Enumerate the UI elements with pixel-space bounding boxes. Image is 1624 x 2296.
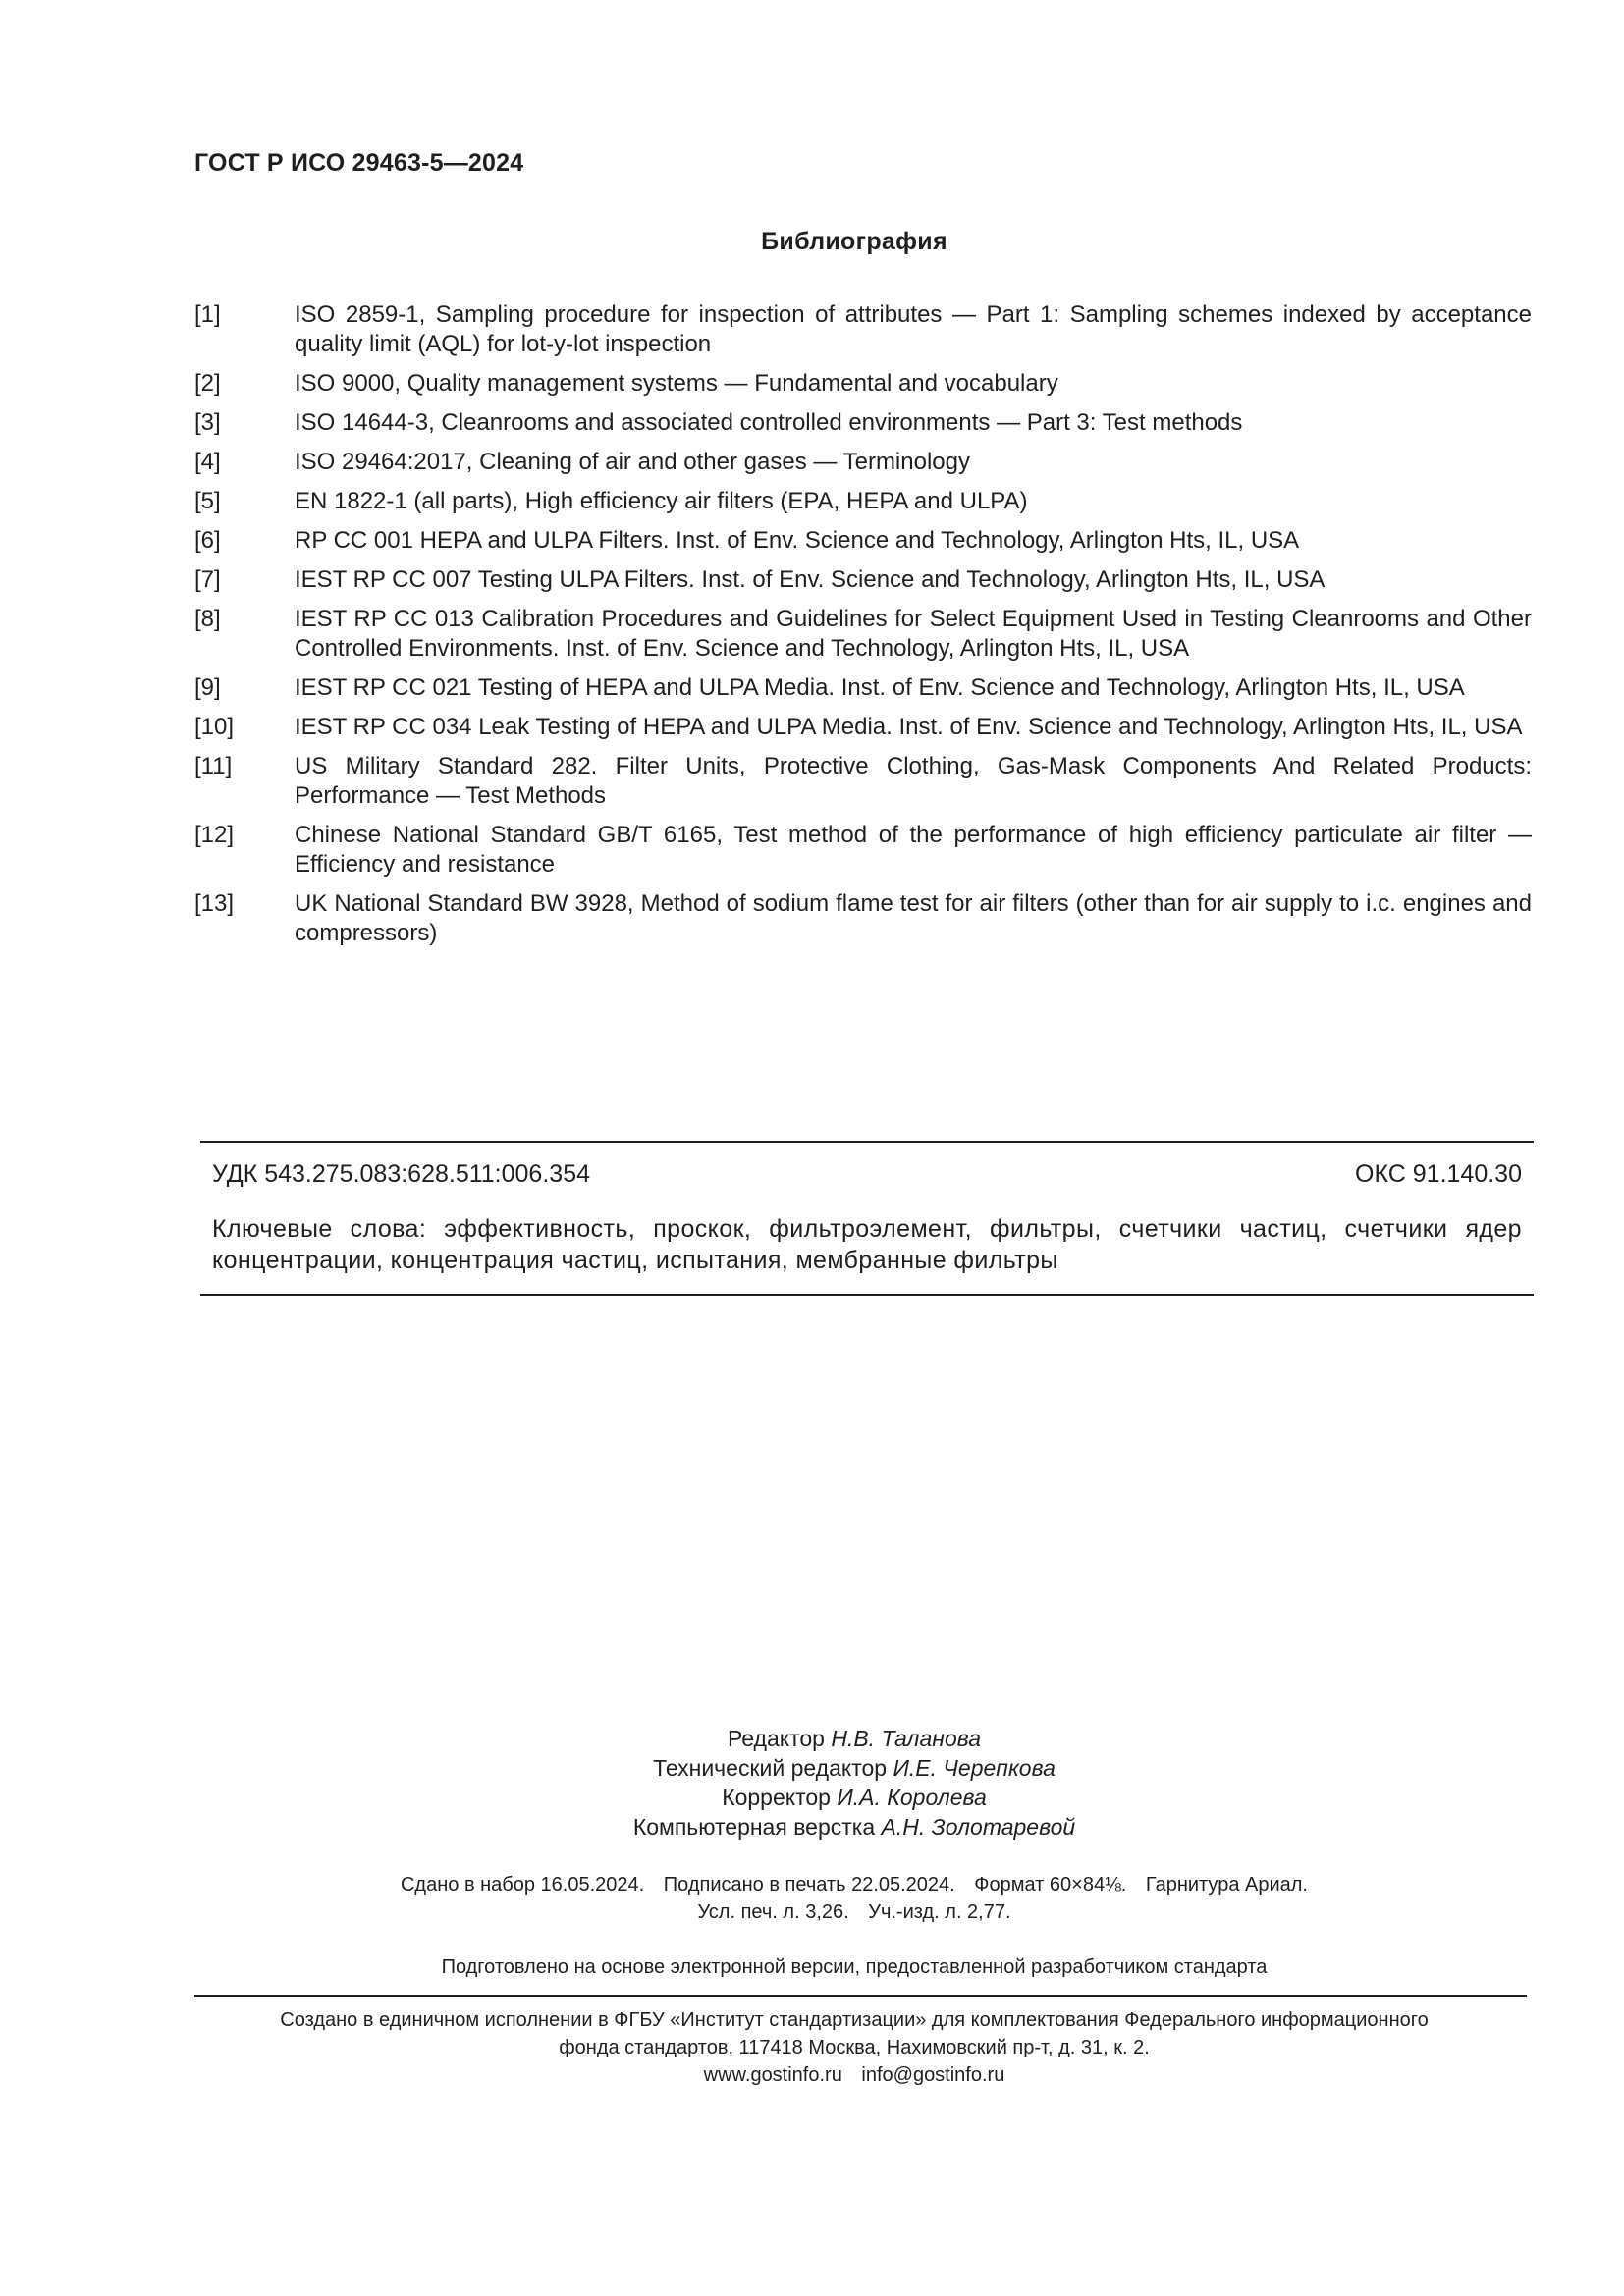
credit-tech-editor	[0, 1753, 1624, 1783]
bibliography-entry	[194, 526, 1532, 556]
bibliography-entry	[194, 408, 1532, 438]
bibliography-entry	[194, 673, 1532, 703]
entry-text: IEST RP CC 013 Calibration Procedures and Guidelines for Select Equipment Used in Testing Cleanrooms and Other Controlled Environments. Inst. of Env. Science and Technology, Arlington Hts, IL, USA	[295, 606, 1532, 662]
print-format: Формат 60×84⅛.	[974, 1874, 1127, 1896]
keywords: Ключевые слова: эффективность, проскок, фильтроэлемент, фильтры, счетчики частиц, счетчики ядер концентрации, концентрация частиц, испытания, мембранные фильтры	[212, 1215, 1522, 1274]
submitted-date: Сдано в набор 16.05.2024.	[400, 1874, 645, 1896]
entry-text: ISO 2859-1, Sampling procedure for inspection of attributes — Part 1: Sampling schemes indexed by acceptance quality limit (AQL) for lot-y-lot inspection	[295, 301, 1532, 357]
website-link[interactable]: www.gostinfo.ru	[703, 2064, 842, 2086]
print-info-line-1	[0, 1871, 1624, 1898]
bibliography-entry	[194, 605, 1532, 664]
bibliography-entry	[194, 300, 1532, 359]
bibliography-entry	[194, 565, 1532, 595]
entry-text: RP CC 001 HEPA and ULPA Filters. Inst. of Env. Science and Technology, Arlington Hts, IL, USA	[295, 527, 1300, 554]
editorial-credits	[0, 1724, 1624, 1842]
bibliography-list	[194, 300, 1532, 958]
entry-number: [6]	[194, 527, 221, 554]
print-sheets: Усл. печ. л. 3,26.	[697, 1901, 849, 1923]
entry-text: US Military Standard 282. Filter Units, Protective Clothing, Gas-Mask Components And Related Products: Performance — Test Methods	[295, 753, 1532, 809]
udk-code: УДК 543.275.083:628.511:006.354	[212, 1160, 590, 1188]
entry-text: IEST RP CC 034 Leak Testing of HEPA and ULPA Media. Inst. of Env. Science and Technology, Arlington Hts, IL, USA	[295, 714, 1523, 740]
entry-number: [9]	[194, 674, 221, 701]
entry-text: IEST RP CC 007 Testing ULPA Filters. Inst. of Env. Science and Technology, Arlington Hts, IL, USA	[295, 566, 1326, 593]
credit-role: Корректор	[722, 1785, 831, 1810]
entry-text: IEST RP CC 021 Testing of HEPA and ULPA Media. Inst. of Env. Science and Technology, Arlington Hts, IL, USA	[295, 674, 1465, 701]
email-link[interactable]: info@gostinfo.ru	[861, 2064, 1005, 2086]
bibliography-entry	[194, 752, 1532, 811]
entry-number: [10]	[194, 714, 235, 740]
entry-text: ISO 29464:2017, Cleaning of air and other gases — Terminology	[295, 449, 970, 475]
entry-number: [8]	[194, 606, 221, 632]
credit-layout	[0, 1812, 1624, 1842]
publisher-footer	[0, 2006, 1624, 2089]
classification-codes	[212, 1158, 1522, 1190]
entry-number: [11]	[194, 753, 233, 779]
credit-name: А.Н. Золотаревой	[881, 1814, 1076, 1840]
credit-role: Компьютерная верстка	[632, 1814, 876, 1840]
entry-number: [3]	[194, 409, 221, 436]
bibliography-entry	[194, 369, 1532, 399]
document-id-header: ГОСТ Р ИСО 29463-5—2024	[194, 149, 524, 177]
footer-line-1: Создано в единичном исполнении в ФГБУ «Институт стандартизации» для комплектования Федерального информационного	[280, 2009, 1429, 2031]
entry-number: [12]	[194, 822, 235, 848]
entry-text: ISO 14644-3, Cleanrooms and associated controlled environments — Part 3: Test methods	[295, 409, 1243, 436]
entry-number: [1]	[194, 301, 221, 328]
oks-code: ОКС 91.140.30	[1355, 1160, 1522, 1188]
bibliography-entry	[194, 713, 1532, 742]
credit-name: И.А. Королева	[837, 1785, 987, 1810]
entry-text: EN 1822-1 (all parts), High efficiency air filters (EPA, HEPA and ULPA)	[295, 488, 1028, 514]
entry-text: Chinese National Standard GB/T 6165, Test method of the performance of high efficiency particulate air filter — Efficiency and resistance	[295, 822, 1532, 878]
footer-divider	[194, 1995, 1527, 1997]
credit-name: Н.В. Таланова	[831, 1726, 982, 1751]
prepared-note: Подготовлено на основе электронной версии, предоставленной разработчиком стандарта	[441, 1956, 1268, 1978]
bibliography-entry	[194, 487, 1532, 516]
classification-block	[200, 1141, 1534, 1296]
credit-editor	[0, 1724, 1624, 1753]
publisher-sheets: Уч.-изд. л. 2,77.	[868, 1901, 1011, 1923]
bibliography-entry	[194, 889, 1532, 948]
footer-line-2: фонда стандартов, 117418 Москва, Нахимовский пр-т, д. 31, к. 2.	[559, 2037, 1150, 2058]
entry-number: [2]	[194, 370, 221, 397]
entry-text: UK National Standard BW 3928, Method of sodium flame test for air filters (other than for air supply to i.c. engines and compressors)	[295, 890, 1532, 946]
bibliography-entry	[194, 821, 1532, 880]
print-info	[0, 1871, 1624, 1926]
bibliography-title: Библиография	[761, 228, 947, 255]
entry-number: [7]	[194, 566, 221, 593]
credit-name: И.Е. Черепкова	[893, 1755, 1056, 1781]
typeface: Гарнитура Ариал.	[1145, 1874, 1308, 1896]
credit-role: Редактор	[727, 1726, 825, 1751]
print-info-line-2	[0, 1898, 1624, 1926]
entry-number: [13]	[194, 890, 235, 917]
credit-proofreader	[0, 1783, 1624, 1812]
signed-date: Подписано в печать 22.05.2024.	[663, 1874, 955, 1896]
bibliography-entry	[194, 448, 1532, 477]
credit-role: Технический редактор	[653, 1755, 888, 1781]
footer-contacts	[0, 2061, 1624, 2089]
entry-number: [5]	[194, 488, 221, 514]
entry-text: ISO 9000, Quality management systems — Fundamental and vocabulary	[295, 370, 1058, 397]
entry-number: [4]	[194, 449, 221, 475]
